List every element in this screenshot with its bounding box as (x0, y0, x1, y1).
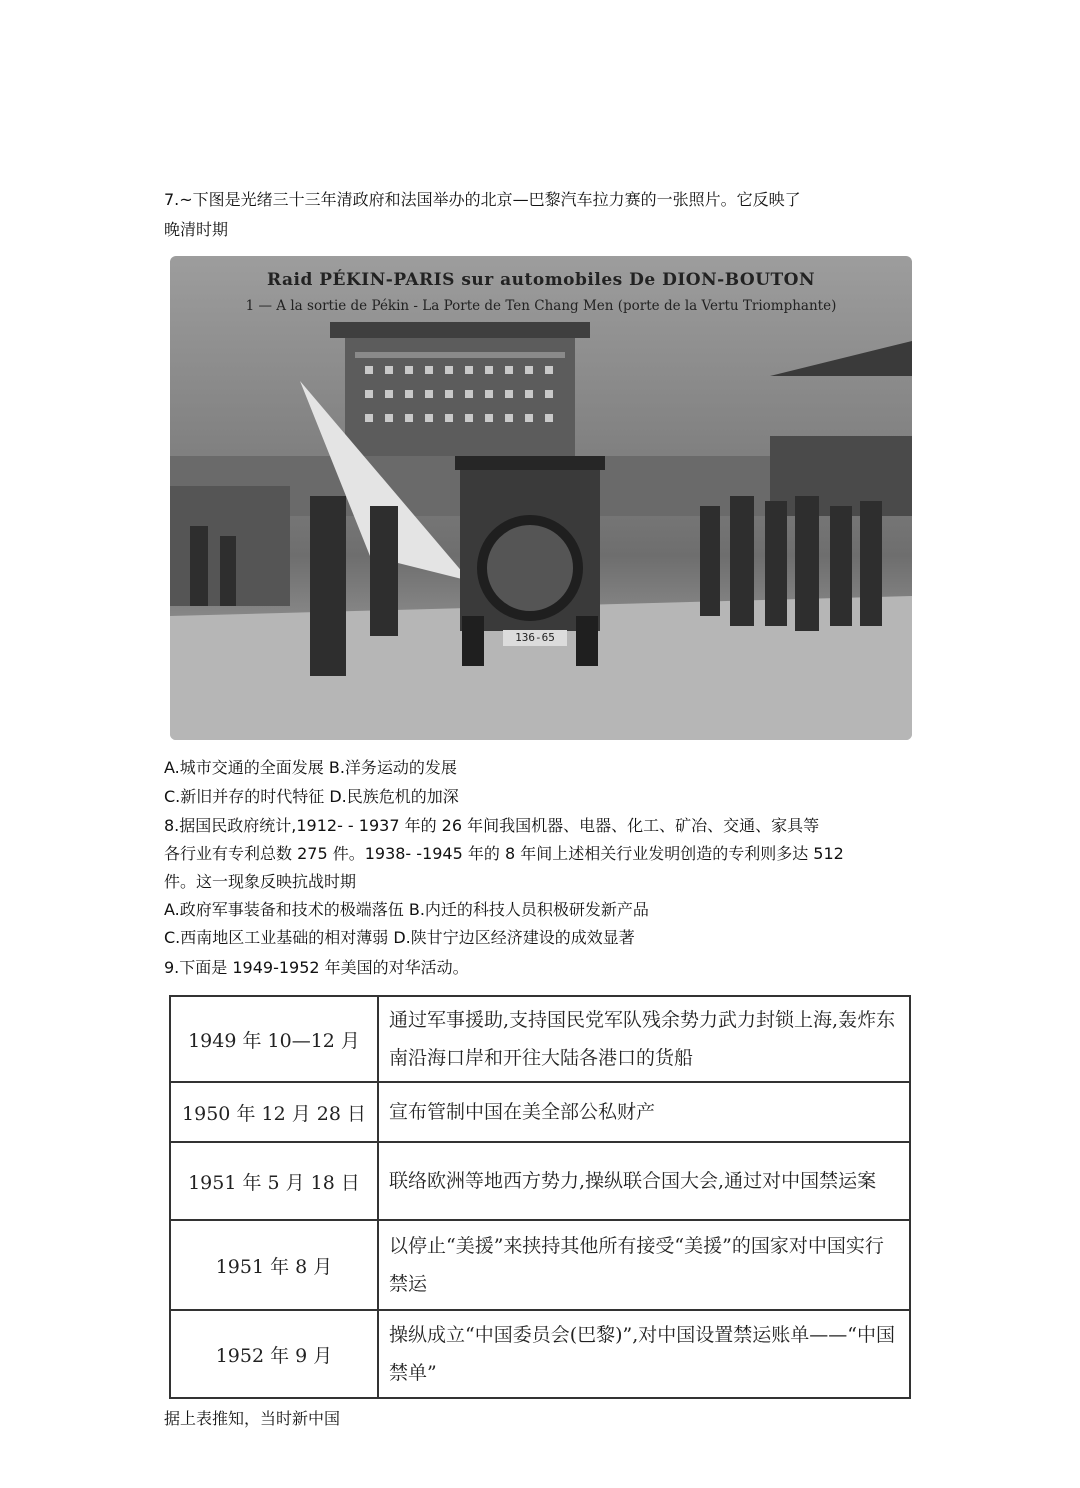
q8-stem-line1: 8.据国民政府统计,1912- - 1937 年的 26 年间我国机器、电器、化工、矿冶、交通、家具等 (164, 816, 820, 835)
q8-options-line2: C.西南地区工业基础的相对薄弱 D.陕甘宁边区经济建设的成效显著 (164, 928, 635, 947)
q9-stem: 9.下面是 1949-1952 年美国的对华活动。 (164, 958, 469, 977)
table-row (170, 1082, 910, 1142)
license-plate: 136-65 (503, 630, 567, 646)
table-row (170, 1220, 910, 1310)
q8-stem-line2: 各行业有专利总数 275 件。1938- -1945 年的 8 年间上述相关行业发明创造的专利则多达 512 (164, 844, 844, 863)
rally-photo (170, 256, 912, 740)
table-cell-event: 操纵成立“中国委员会(巴黎)”,对中国设置禁运账单——“中国禁单” (378, 1310, 910, 1398)
table-cell-date: 1949 年 10—12 月 (170, 996, 378, 1082)
table-row (170, 1310, 910, 1398)
table-cell-date: 1950 年 12 月 28 日 (170, 1082, 378, 1142)
q9-followup: 据上表推知，当时新中国 (164, 1409, 341, 1428)
table-row (170, 996, 910, 1082)
us-activities-table (169, 995, 911, 1399)
photo-caption-subtitle: 1 — A la sortie de Pékin - La Porte de Ten Chang Men (porte de la Vertu Triomphante) (245, 298, 837, 314)
q7-stem-line1: 7.~下图是光绪三十三年清政府和法国举办的北京—巴黎汽车拉力赛的一张照片。它反映了 (164, 190, 801, 209)
q8-options-line1: A.政府军事装备和技术的极端落伍 B.内迁的科技人员积极研发新产品 (164, 900, 649, 919)
q8-stem-line3: 件。这一现象反映抗战时期 (164, 872, 357, 891)
table-cell-date: 1951 年 8 月 (170, 1220, 378, 1310)
q7-stem-line2: 晚清时期 (164, 220, 229, 239)
table-cell-event: 宣布管制中国在美全部公私财产 (378, 1082, 910, 1142)
table-cell-date: 1951 年 5 月 18 日 (170, 1142, 378, 1220)
table-cell-event: 通过军事援助,支持国民党军队残余势力武力封锁上海,轰炸东南沿海口岸和开往大陆各港口的货船 (378, 996, 910, 1082)
table-row (170, 1142, 910, 1220)
q7-options-line2: C.新旧并存的时代特征 D.民族危机的加深 (164, 787, 459, 806)
q7-options-line1: A.城市交通的全面发展 B.洋务运动的发展 (164, 758, 457, 777)
photo-caption-title: Raid PÉKIN-PARIS sur automobiles De DION-BOUTON (266, 270, 816, 290)
table-cell-event: 以停止“美援”来挟持其他所有接受“美援”的国家对中国实行禁运 (378, 1220, 910, 1310)
rally-photo-scene (170, 256, 912, 740)
table-cell-date: 1952 年 9 月 (170, 1310, 378, 1398)
table-cell-event: 联络欧洲等地西方势力,操纵联合国大会,通过对中国禁运案 (378, 1142, 910, 1220)
